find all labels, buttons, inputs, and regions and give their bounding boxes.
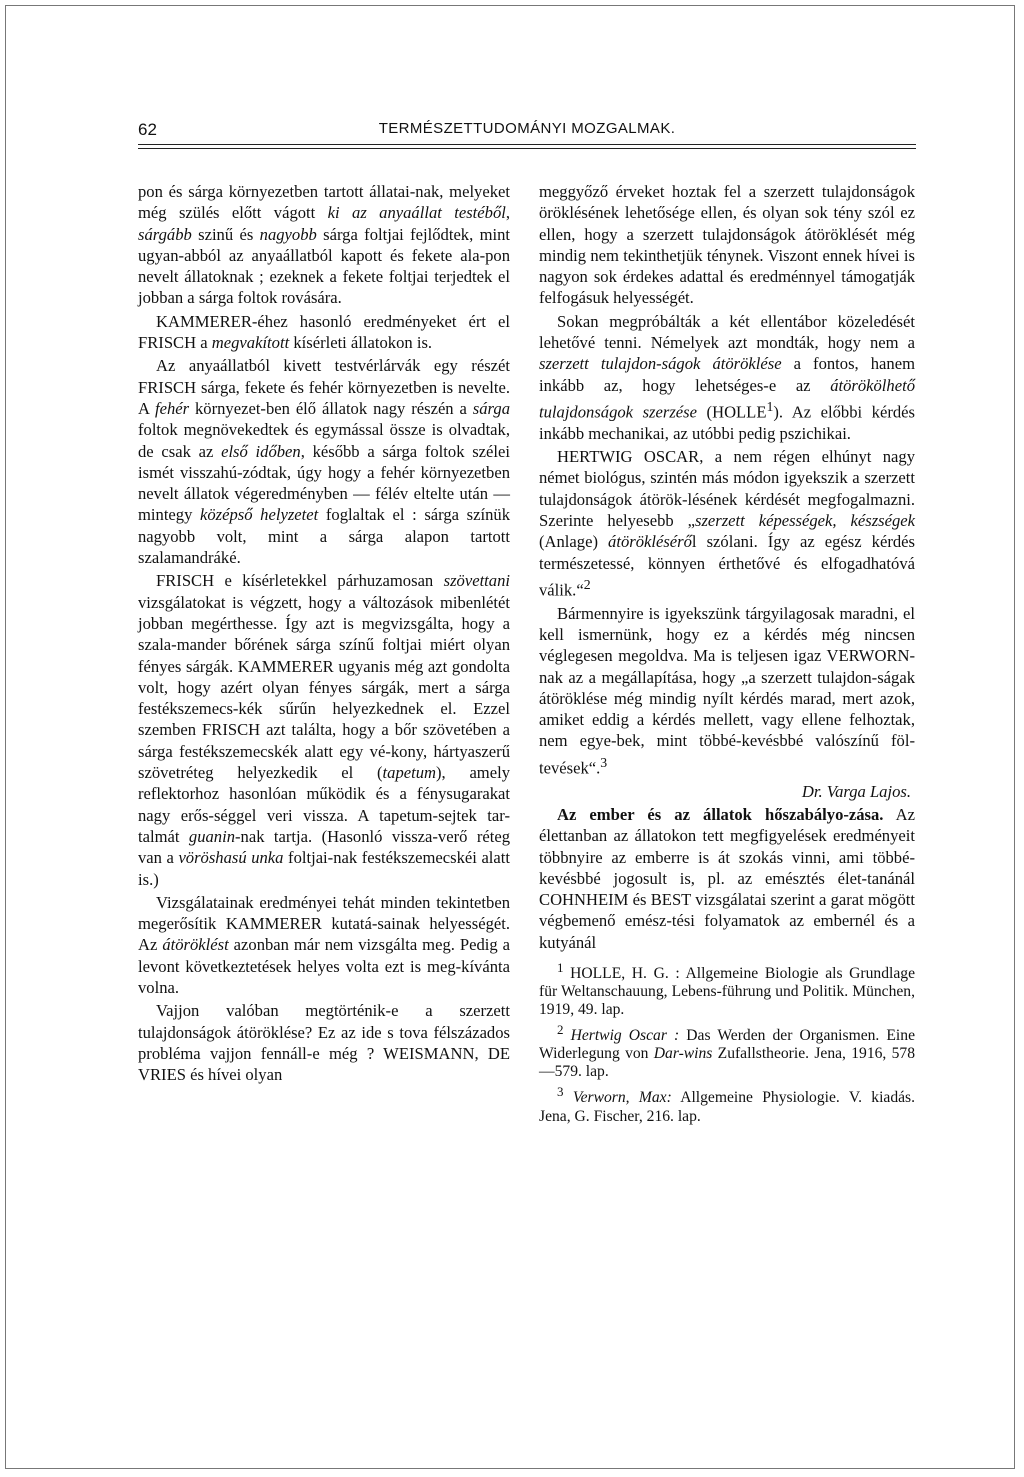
page-header [138,118,916,144]
paragraph: FRISCH e kísérletekkel párhuzamosan szövettani vizsgálatokat is végzett, hogy a változások mibenlétét jobban megérthesse. Így azt is megvizsgálta, hogy a szala-mander bőrének sárga színű foltjai miért olyan fényes sárgák. KAMMERER ugyanis még azt gondolta volt, hogy azért olyan fényes sárgák, mert a sárga festékszemecs-kék sűrűn helyezkednek el. Ezzel szemben FRISCH azt találta, hogy a bőr szövetében a sárga festékszemecskék alatt egy vé-kony, hártyaszerű szövetréteg helyezkedik el (tapetum), amely reflektorhoz hasonlóan működik és a fénysugarakat nagy erős-séggel veri vissza. A tapetum-sejtek tar-talmát guanin-nak tartja. (Hasonló vissza-verő réteg van a vöröshasú unka foltjai-nak festékszemecskéi alatt is.) [138,571,511,889]
section-paragraph: Az ember és az állatok hőszabályo-zása. Az élettanban az állatokon tett megfigyelések eredményeit többnyire az emberre is át szokás vinni, ami többé-kevésbbé jogosult is, pl. az emésztés élet-tanánál COHNHEIM és BEST vizsgálatai szerint a garat mögött végbemenő emész-tési folyamatok az embernél és a kutyánál [539,804,915,952]
paragraph: KAMMERER-éhez hasonló eredményeket ért el FRISCH a megvakított kísérleti állatokon is. [138,311,510,353]
header-rule-top [138,144,916,145]
paragraph: Vajjon valóban megtörténik-e a szerzett tulajdonságok átöröklése? Ez az ide s tova félszázados probléma vajjon fennáll-e még ? WEISMANN, DE VRIES és hívei olyan [138,1001,510,1085]
paragraph: HERTWIG OSCAR, a nem régen elhúnyt nagy német biológus, szintén más módon igyekszik a szerzett tulajdonságok átörök-lésének kérdését megfogalmazni. Szerinte helyesebb „szerzett képességek, készségek (Anlage) átörökléséről szólani. Így az egész kérdés természetessé, könnyen érthetővé és elfogadhatóvá válik.“$^2$ [539,447,915,600]
section-title: Az ember és az állatok hőszabályo-zása. [557,804,884,824]
paragraph: pon és sárga környezetben tartott állatai-nak, melyeket még szülés előtt vágott ki az anyaállat testéből, sárgább szinű és nagyobb sárga foltjai fejlődtek, mint ugyan-abból az anyaállatból kapott és fekete ala-pon nevelt állatoknak ; ezeknek a fekete foltjai terjedtek el jobban a sárga foltok rovására. [138,182,511,308]
footnote-1: $^1$ HOLLE, H. G. : Allgemeine Biologie als Grundlage für Weltanschauung, Lebens-führung und Politik. München, 1919, 49. lap. [539,959,915,1019]
footnote-3: $^3$ Verworn, Max: Allgemeine Physiologie. V. kiadás. Jena, G. Fischer, 216. lap. [539,1084,916,1125]
paragraph: meggyőző érveket hoztak fel a szerzett tulajdonságok öröklésének lehetősége ellen, és olyan sok tény szól ez ellen, hogy a szerzett tulajdonságok átöröklését még mindig nem tekinthetjük ténynek. Viszont ennek hívei is nagyon sok érdekes adattal és eredménnyel támogatják felfogásuk helyességét. [539,182,915,308]
page-number: 62 [138,120,157,139]
footnote-2: $^2$ Hertwig Oscar : Das Werden der Organismen. Eine Widerlegung von Dar-wins Zufallstheorie. Jena, 1916, 578—579. lap. [539,1022,915,1081]
paragraph: Sokan megpróbálták a két ellentábor közeledését lehetővé tenni. Némelyek azt mondták, hogy nem a szerzett tulajdon-ságok átöröklése a fontos, hanem inkább az, hogy lehetséges-e az átörökölhető tulajdonságok szerzése (HOLLE$^1$). Az előbbi kérdés inkább mechanikai, az utóbbi pedig pszichikai. [539,311,915,443]
left-column [138,181,510,1087]
paragraph: Bármennyire is igyekszünk tárgyilagosak maradni, el kell ismernünk, hogy ez a kérdés még nincsen véglegesen megoldva. Ma is teljesen igaz VERWORN-nak az a megállapítása, hogy „a szerzett tulajdon-ságak átöröklése még mindig nyílt kérdés marad, mert azok, amiket eddig a kérdés mellett, vagy ellene felhoztak, nem egye-bek, mint többé-kevésbbé valószínű föl-tevések“.$^3$ [539,603,915,778]
journal-title: TERMÉSZETTUDOMÁNYI MOZGALMAK. [378,120,676,137]
right-column [539,181,915,1128]
header-rule-bottom [138,148,916,149]
footnotes [539,959,915,1126]
author-signature: Dr. Varga Lajos. [801,781,911,801]
paragraph: Az anyaállatból kivett testvérlárvák egy részét FRISCH sárga, fekete és fehér környezetben is nevelte. A fehér környezet-ben élő állatok nagy részén a sárga foltok megnövekedtek és egymással össze is olvadtak, de csak az első időben, később a sárga foltok szélei ismét visszahú-zódtak, úgy hogy a fehér környezetben nevelt állatok végeredményben — félév eltelte után — mintegy középső helyzetet foglaltak el : sárga színük nagyobb volt, mint a sárga alapon tartott szalamandráké. [138,356,510,568]
paragraph: Vizsgálatainak eredményei tehát minden tekintetben megerősítik KAMMERER kutatá-sainak helyességét. Az átöröklést azonban már nem vizsgálta meg. Pedig a levont következtetések helyes volta ezt is meg-kívánta volna. [138,892,510,997]
